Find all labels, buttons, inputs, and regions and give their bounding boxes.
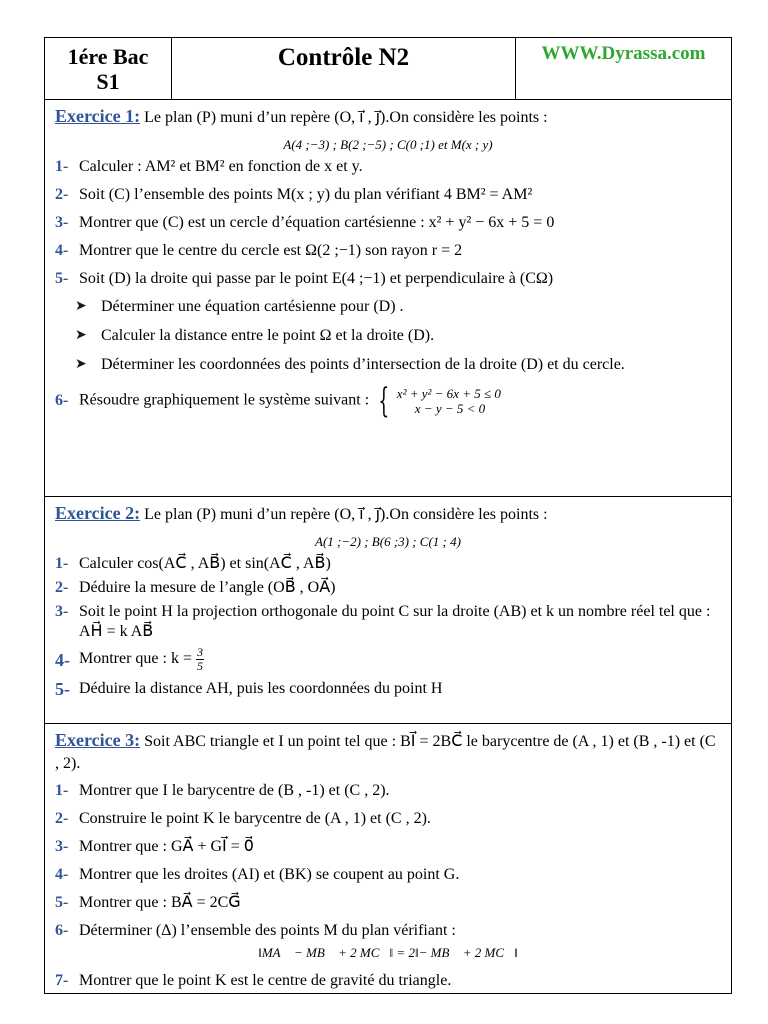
ex1-question-3 [55, 213, 721, 233]
subquestion-text: Déterminer une équation cartésienne pour (D) . [101, 298, 404, 315]
question-number: 5- [55, 679, 70, 699]
exercise-1-intro [55, 105, 721, 129]
question-number: 3- [55, 214, 69, 231]
ex2-question-2 [55, 578, 721, 598]
system-lines [397, 386, 501, 416]
class-level-line1: 1ére Bac [67, 44, 149, 69]
subquestion-text: Déterminer les coordonnées des points d’intersection de la droite (D) et du cercle. [101, 356, 625, 373]
question-text: Montrer que I le barycentre de (B , -1) et (C , 2). [79, 782, 390, 799]
ex2-question-3 [55, 602, 721, 642]
ex1-question-4 [55, 241, 721, 261]
ex1-question-5 [55, 269, 721, 289]
fraction-denominator: 5 [197, 659, 203, 673]
site-link[interactable]: WWW.Dyrassa.com [541, 43, 706, 64]
ex3-question-1 [55, 781, 721, 801]
header-row [45, 38, 731, 100]
ex3-question-2 [55, 809, 721, 829]
ex3-question-3 [55, 837, 721, 857]
ex1-question-2 [55, 185, 721, 205]
question-text: Déterminer (Δ) l’ensemble des points M du plan vérifiant : [79, 922, 456, 939]
vector-norm-equation: ‖MA⃗ − MB⃗ + 2 MC⃗‖ = 2‖− MB⃗ + 2 MC⃗‖ [258, 945, 518, 960]
question-number: 2- [55, 810, 69, 827]
exercise-2-title: Exercice 2: [55, 503, 141, 523]
ex1-question-6 [55, 381, 721, 421]
question-number: 4- [55, 866, 69, 883]
ex3-question-5 [55, 893, 721, 913]
question-text: Montrer que : k = [79, 650, 192, 668]
exam-sheet [44, 37, 732, 994]
question-number: 4- [55, 242, 69, 259]
question-text: Calculer : AM² et BM² en fonction de x et y. [79, 158, 363, 175]
question-text: Montrer que les droites (AI) et (BK) se coupent au point G. [79, 866, 460, 883]
question-text: Montrer que : BA⃗ = 2CG⃗ [79, 894, 241, 911]
question-text: Montrer que le centre du cercle est Ω(2 ;−1) son rayon r = 2 [79, 242, 463, 259]
system-line-2: x − y − 5 < 0 [414, 401, 486, 416]
question-number: 1- [55, 782, 69, 799]
question-text: Calculer cos(AC⃗ , AB⃗) et sin(AC⃗ , AB⃗) [79, 555, 331, 572]
question-number: 6- [55, 392, 69, 409]
question-text: Montrer que : GA⃗ + GI⃗ = 0⃗ [79, 838, 254, 855]
exercise-1 [45, 100, 731, 497]
ex2-question-5 [55, 679, 721, 699]
ex1-subquestion-b [75, 326, 721, 346]
ex3-question-7 [55, 971, 721, 991]
page-title: Contrôle N2 [172, 38, 516, 99]
ex2-question-1 [55, 554, 721, 574]
exercise-1-title: Exercice 1: [55, 106, 141, 126]
class-level [45, 38, 172, 99]
question-number: 4- [55, 649, 70, 670]
question-number: 3- [55, 838, 69, 855]
arrow-bullet-icon: ➤ [75, 299, 87, 314]
question-number: 6- [55, 922, 69, 939]
question-number: 5- [55, 270, 69, 287]
exercise-2-intro-text: Le plan (P) muni d’un repère (O, i⃗ , j⃗).On considère les points : [140, 506, 548, 523]
question-text: Résoudre graphiquement le système suivant : [79, 391, 370, 409]
question-text: Soit (C) l’ensemble des points M(x ; y) du plan vérifiant 4 BM² = AM² [79, 186, 533, 203]
ex3-question-6 [55, 921, 721, 941]
exercise-3-title: Exercice 3: [55, 730, 141, 750]
question-number: 1- [55, 555, 69, 572]
equation-system [373, 381, 501, 421]
exercise-1-intro-text: Le plan (P) muni d’un repère (O, i⃗ , j⃗).On considère les points : [140, 109, 548, 126]
ex3-question-4 [55, 865, 721, 885]
question-number: 5- [55, 894, 69, 911]
class-level-line2: S1 [96, 69, 120, 94]
exercise-2 [45, 497, 731, 724]
question-text: Déduire la distance AH, puis les coordonnées du point H [79, 680, 443, 697]
subquestion-text: Calculer la distance entre le point Ω et la droite (D). [101, 327, 435, 344]
exercise-1-points: A(4 ;−3) ; B(2 ;−5) ; C(0 ;1) et M(x ; y) [283, 137, 493, 152]
question-text: Construire le point K le barycentre de (A , 1) et (C , 2). [79, 810, 431, 827]
question-text-wrap [79, 381, 721, 421]
question-number: 2- [55, 186, 69, 203]
exercise-2-points: A(1 ;−2) ; B(6 ;3) ; C(1 ; 4) [315, 534, 461, 549]
fraction-numerator: 3 [197, 645, 203, 659]
exercise-3-intro-text: Soit ABC triangle et I un point tel que : BI⃗ = 2BC⃗ le barycentre de (A , 1) et (B , -1) et (C , 2). [55, 733, 716, 772]
question-number: 7- [55, 972, 69, 989]
ex1-subquestion-c [75, 355, 721, 375]
ex1-subquestion-a [75, 297, 721, 317]
question-text: Déduire la mesure de l’angle (OB⃗ , OA⃗) [79, 579, 336, 596]
ex2-question-4 [55, 646, 721, 673]
left-brace-icon: { [378, 381, 390, 421]
system-line-1: x² + y² − 6x + 5 ≤ 0 [396, 386, 501, 401]
question-text-wrap [79, 646, 721, 673]
arrow-bullet-icon: ➤ [75, 328, 87, 343]
question-number: 2- [55, 579, 69, 596]
exercise-2-intro [55, 502, 721, 526]
question-text: Montrer que (C) est un cercle d’équation cartésienne : x² + y² − 6x + 5 = 0 [79, 214, 555, 231]
question-text: Montrer que le point K est le centre de gravité du triangle. [79, 972, 452, 989]
exercise-3 [45, 724, 731, 991]
ex1-question-1 [55, 157, 721, 177]
exercise-3-intro [55, 729, 721, 775]
arrow-bullet-icon: ➤ [75, 357, 87, 372]
question-number: 1- [55, 158, 69, 175]
question-number: 3- [55, 603, 69, 620]
question-text: Soit le point H la projection orthogonale du point C sur la droite (AB) et k un nombre réel tel que : AH⃗ = k AB⃗ [79, 603, 711, 640]
question-text: Soit (D) la droite qui passe par le point E(4 ;−1) et perpendiculaire à (CΩ) [79, 270, 554, 287]
fraction [196, 646, 204, 673]
